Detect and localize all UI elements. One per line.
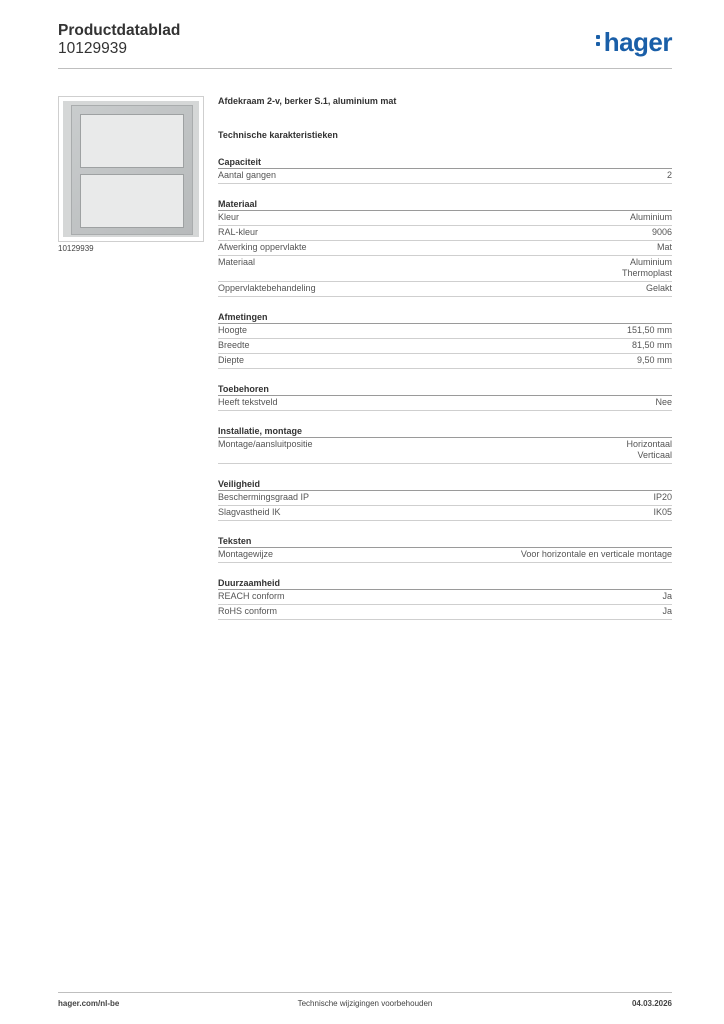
spec-row (218, 226, 672, 241)
spec-value: 9006 (651, 227, 672, 237)
spec-label: REACH conform (218, 591, 285, 601)
section-title: Installatie, montage (218, 425, 672, 438)
spec-row (218, 506, 672, 521)
footer-notice: Technische wijzigingen voorbehouden (297, 999, 433, 1008)
section-title: Veiligheid (218, 478, 672, 491)
spec-value: IP20 (653, 492, 672, 502)
spec-value: 9,50 mm (636, 355, 672, 365)
spec-section (218, 198, 672, 297)
spec-row (218, 241, 672, 256)
document-title: Productdatablad (58, 22, 181, 39)
spec-row (218, 169, 672, 184)
page-header (58, 22, 672, 70)
hager-logo (596, 28, 672, 56)
spec-section (218, 535, 672, 563)
footer-website: hager.com/nl-be (58, 999, 120, 1008)
spec-section (218, 156, 672, 184)
spec-value: Horizontaal Verticaal (626, 439, 672, 460)
spec-label: Materiaal (218, 257, 256, 267)
spec-label: RAL-kleur (218, 227, 259, 237)
spec-section (218, 577, 672, 620)
spec-row (218, 491, 672, 506)
spec-label: Kleur (218, 212, 240, 222)
logo-text: hager (603, 27, 672, 57)
specs-title: Technische karakteristieken (218, 130, 338, 140)
specification-content (218, 96, 672, 620)
spec-value: Voor horizontale en verticale montage (520, 549, 672, 559)
section-title: Afmetingen (218, 311, 672, 324)
spec-sections (218, 156, 672, 620)
spec-section (218, 383, 672, 411)
socket-opening-bottom (80, 174, 184, 228)
spec-label: Afwerking oppervlakte (218, 242, 307, 252)
spec-value: IK05 (653, 507, 672, 517)
spec-row (218, 396, 672, 411)
spec-value: Aluminium Thermoplast (621, 257, 672, 278)
spec-value: Mat (656, 242, 672, 252)
spec-row (218, 211, 672, 226)
spec-value: Ja (662, 591, 672, 601)
spec-value: Nee (655, 397, 672, 407)
spec-row (218, 256, 672, 282)
spec-label: Montage/aansluitpositie (218, 439, 313, 449)
spec-value: 2 (666, 170, 672, 180)
image-caption: 10129939 (58, 244, 94, 253)
section-title: Capaciteit (218, 156, 672, 169)
footer-date: 04.03.2026 (631, 999, 672, 1008)
spec-row (218, 605, 672, 620)
spec-label: Diepte (218, 355, 245, 365)
spec-row (218, 438, 672, 464)
product-name: Afdekraam 2-v, berker S.1, aluminium mat (218, 96, 397, 106)
spec-value: Aluminium (629, 212, 672, 222)
spec-label: Hoogte (218, 325, 248, 335)
document-number: 10129939 (58, 40, 127, 57)
footer-divider (58, 992, 672, 993)
product-image-frame (58, 96, 204, 242)
section-title: Teksten (218, 535, 672, 548)
spec-label: Aantal gangen (218, 170, 277, 180)
spec-row (218, 548, 672, 563)
socket-opening-top (80, 114, 184, 168)
spec-label: Oppervlaktebehandeling (218, 283, 316, 293)
spec-row (218, 324, 672, 339)
spec-value: 81,50 mm (631, 340, 672, 350)
spec-label: Montagewijze (218, 549, 274, 559)
spec-section (218, 311, 672, 369)
logo-dots-icon (596, 32, 603, 49)
spec-label: Slagvastheid IK (218, 507, 281, 517)
section-title: Materiaal (218, 198, 672, 211)
product-image (63, 101, 199, 237)
spec-label: Breedte (218, 340, 250, 350)
spec-label: Beschermingsgraad IP (218, 492, 310, 502)
page-footer (58, 999, 672, 1011)
cover-frame-plate (71, 105, 193, 235)
header-divider (58, 68, 672, 69)
spec-section (218, 478, 672, 521)
spec-label: Heeft tekstveld (218, 397, 278, 407)
spec-row (218, 339, 672, 354)
spec-value: 151,50 mm (626, 325, 672, 335)
spec-value: Gelakt (645, 283, 672, 293)
section-title: Duurzaamheid (218, 577, 672, 590)
spec-row (218, 282, 672, 297)
section-title: Toebehoren (218, 383, 672, 396)
spec-value: Ja (662, 606, 672, 616)
spec-section (218, 425, 672, 464)
spec-row (218, 354, 672, 369)
spec-label: RoHS conform (218, 606, 278, 616)
spec-row (218, 590, 672, 605)
